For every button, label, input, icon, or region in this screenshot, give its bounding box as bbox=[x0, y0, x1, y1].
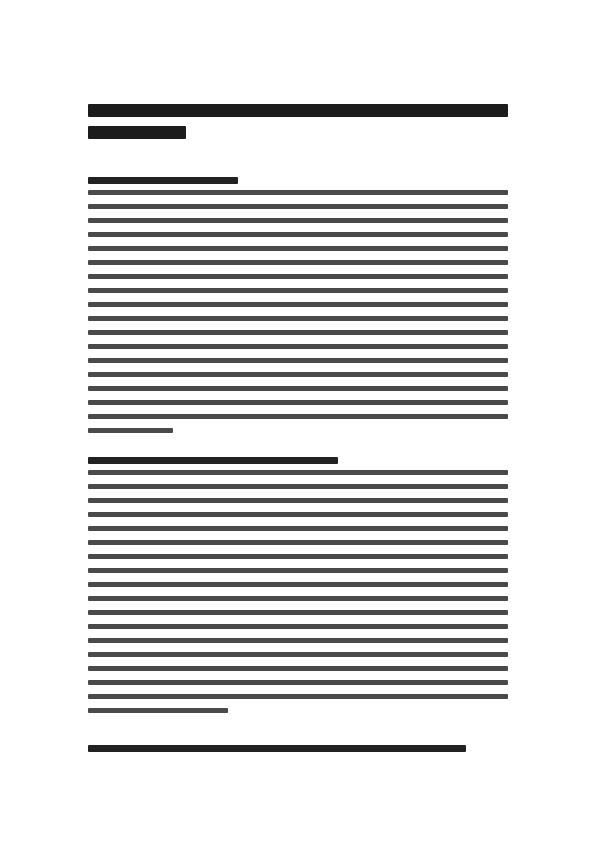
paragraph-line-ink bbox=[88, 274, 508, 279]
paragraph-line-ink bbox=[88, 218, 508, 223]
paragraph-line-ink bbox=[88, 526, 508, 531]
paragraph-line-ink bbox=[88, 470, 508, 475]
paragraph-line-ink bbox=[88, 484, 508, 489]
paragraph-line-ink bbox=[88, 596, 508, 601]
paragraph-line-ink bbox=[88, 316, 508, 321]
paragraph-line-ink bbox=[88, 330, 508, 335]
section-heading-ink bbox=[88, 457, 338, 464]
paragraph-line-ink bbox=[88, 232, 508, 237]
paragraph-line-ink bbox=[88, 624, 508, 629]
paragraph-line-ink bbox=[88, 190, 508, 195]
paragraph-line-ink bbox=[88, 540, 508, 545]
paragraph-line-ink bbox=[88, 246, 508, 251]
title-line-ink bbox=[88, 126, 186, 139]
paragraph-line-ink bbox=[88, 694, 508, 699]
paragraph-line-ink bbox=[88, 414, 508, 419]
paragraph-line-ink bbox=[88, 288, 508, 293]
paragraph-line-ink bbox=[88, 260, 508, 265]
title-line-ink bbox=[88, 104, 508, 117]
paragraph-line-ink bbox=[88, 204, 508, 209]
paragraph-line-ink bbox=[88, 666, 508, 671]
paragraph-line-ink bbox=[88, 708, 228, 713]
paragraph-line-ink bbox=[88, 344, 508, 349]
paragraph-line-ink bbox=[88, 372, 508, 377]
section-heading-ink bbox=[88, 745, 466, 752]
paragraph-line-ink bbox=[88, 680, 508, 685]
paragraph-line-ink bbox=[88, 428, 173, 433]
paragraph-line-ink bbox=[88, 610, 508, 615]
paragraph-line-ink bbox=[88, 638, 508, 643]
paragraph-line-ink bbox=[88, 400, 508, 405]
paragraph-line-ink bbox=[88, 568, 508, 573]
paragraph-line-ink bbox=[88, 498, 508, 503]
paragraph-line-ink bbox=[88, 386, 508, 391]
paragraph-line-ink bbox=[88, 582, 508, 587]
paragraph-line-ink bbox=[88, 358, 508, 363]
paragraph-line-ink bbox=[88, 512, 508, 517]
paragraph-line-ink bbox=[88, 652, 508, 657]
paragraph-line-ink bbox=[88, 554, 508, 559]
paragraph-line-ink bbox=[88, 302, 508, 307]
section-heading-ink bbox=[88, 177, 238, 184]
